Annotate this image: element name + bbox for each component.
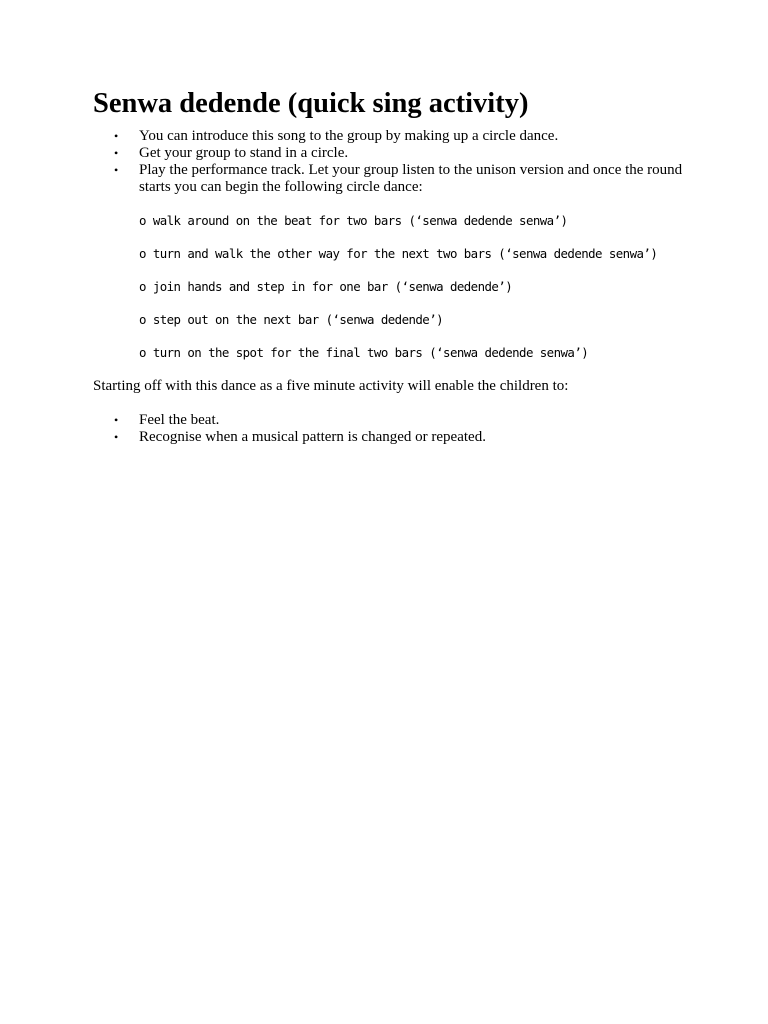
document-page (93, 86, 693, 446)
dance-step: o turn on the spot for the final two bars (‘senwa dedende senwa’) (139, 345, 589, 360)
bullet-icon: • (114, 146, 119, 160)
intro-bullet-list (93, 128, 693, 196)
bullet-text: You can introduce this song to the group by making up a circle dance. (139, 128, 559, 144)
bullet-text: Recognise when a musical pattern is changed or repeated. (139, 429, 486, 445)
dance-step: o walk around on the beat for two bars (‘senwa dedende senwa’) (139, 213, 568, 228)
list-item (93, 145, 693, 162)
outcomes-bullet-list (93, 412, 693, 446)
list-item (93, 162, 693, 196)
bullet-text: Get your group to stand in a circle. (139, 145, 349, 161)
dance-step: o turn and walk the other way for the next two bars (‘senwa dedende senwa’) (139, 246, 658, 261)
bullet-icon: • (114, 129, 119, 143)
bullet-icon: • (114, 430, 119, 444)
list-item (93, 429, 693, 446)
bullet-icon: • (114, 163, 119, 177)
document-title: Senwa dedende (quick sing activity) (93, 88, 529, 119)
bullet-text: Feel the beat. (139, 412, 220, 428)
bullet-icon: • (114, 413, 119, 427)
outcomes-intro-paragraph: Starting off with this dance as a five minute activity will enable the children to: (93, 378, 569, 394)
dance-steps-list (139, 212, 693, 361)
dance-step: o join hands and step in for one bar (‘senwa dedende’) (139, 279, 513, 294)
dance-step: o step out on the next bar (‘senwa dedende’) (139, 312, 444, 327)
bullet-text: Play the performance track. Let your group listen to the unison version and once the round starts you can begin the following circle dance: (139, 162, 683, 195)
list-item (93, 412, 693, 429)
list-item (93, 128, 693, 145)
